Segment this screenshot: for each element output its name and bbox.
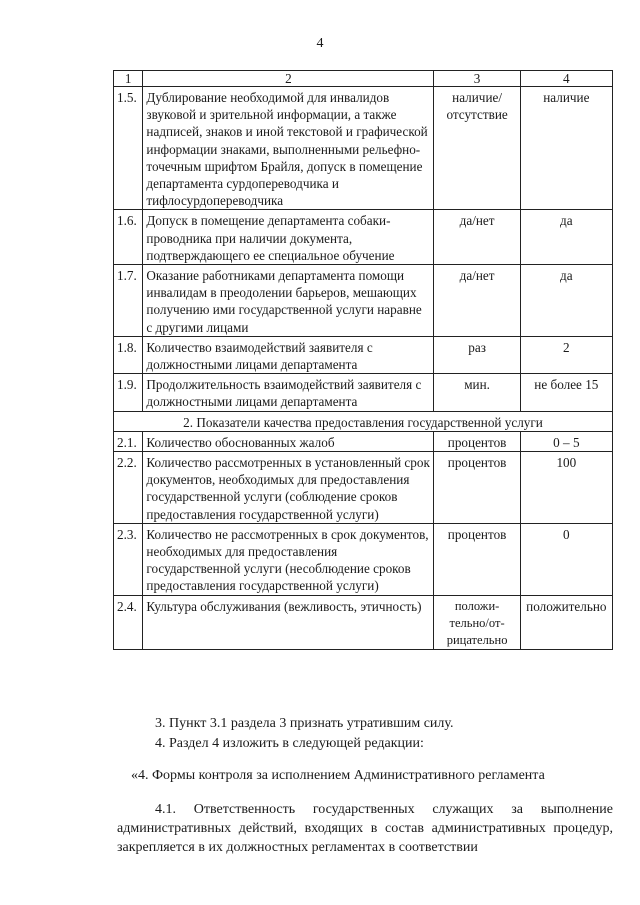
row-unit: наличие/ отсутствие	[434, 87, 520, 210]
section-header-row	[114, 411, 613, 431]
row-text: Дублирование необходимой для инвалидов звуковой и зрительной информации, а также надписей, знаков и иной текстовой и графической информации знаками, выполненными рельефно-точечным шрифтом Брайля, допуск в помещение департамента сурдопереводчика и тифлосурдопереводчика	[143, 87, 434, 210]
section-4-heading: «4. Формы контроля за исполнением Административного регламента	[131, 768, 545, 783]
paragraph-item-4: 4. Раздел 4 изложить в следующей редакции:	[155, 736, 424, 751]
row-number: 1.8.	[114, 336, 143, 373]
row-value: 0 – 5	[520, 431, 612, 451]
row-number: 1.7.	[114, 265, 143, 337]
header-col-4: 4	[520, 71, 612, 87]
row-value: наличие	[520, 87, 612, 210]
page-number: 4	[316, 36, 324, 51]
row-number: 1.5.	[114, 87, 143, 210]
row-number: 1.9.	[114, 374, 143, 411]
row-unit: мин.	[434, 374, 520, 411]
row-number: 2.2.	[114, 452, 143, 524]
row-unit: раз	[434, 336, 520, 373]
row-value: положительно	[520, 595, 612, 649]
row-value: 100	[520, 452, 612, 524]
table-row	[114, 210, 613, 265]
row-text: Допуск в помещение департамента собаки-проводника при наличии документа, подтверждающего ее специальное обучение	[143, 210, 434, 265]
table-row	[114, 374, 613, 411]
table-header-row	[114, 71, 613, 87]
table-row	[114, 431, 613, 451]
row-text: Продолжительность взаимодействий заявителя с должностными лицами департамента	[143, 374, 434, 411]
indicators-table	[113, 70, 613, 650]
section-2-title: 2. Показатели качества предоставления государственной услуги	[114, 411, 613, 431]
row-unit: да/нет	[434, 265, 520, 337]
row-unit: процентов	[434, 452, 520, 524]
row-text: Количество обоснованных жалоб	[143, 431, 434, 451]
row-number: 2.4.	[114, 595, 143, 649]
header-col-1: 1	[114, 71, 143, 87]
row-value: да	[520, 210, 612, 265]
row-unit: процентов	[434, 523, 520, 595]
row-text: Количество не рассмотренных в срок документов, необходимых для предоставления государственной услуги (несоблюдение сроков предоставления государственной услуги)	[143, 523, 434, 595]
row-number: 2.3.	[114, 523, 143, 595]
table-row	[114, 595, 613, 649]
table-row	[114, 336, 613, 373]
row-value: да	[520, 265, 612, 337]
paragraph-item-3: 3. Пункт 3.1 раздела 3 признать утратившим силу.	[155, 716, 454, 731]
row-text: Количество взаимодействий заявителя с должностными лицами департамента	[143, 336, 434, 373]
row-text: Количество рассмотренных в установленный срок документов, необходимых для предоставления государственной услуги (соблюдение сроков предоставления государственной услуги)	[143, 452, 434, 524]
row-value: не более 15	[520, 374, 612, 411]
row-value: 2	[520, 336, 612, 373]
row-value: 0	[520, 523, 612, 595]
row-unit: процентов	[434, 431, 520, 451]
row-unit: положи-тельно/от-рицательно	[434, 595, 520, 649]
row-number: 2.1.	[114, 431, 143, 451]
table-row	[114, 523, 613, 595]
header-col-3: 3	[434, 71, 520, 87]
table-row	[114, 265, 613, 337]
header-col-2: 2	[143, 71, 434, 87]
row-text: Культура обслуживания (вежливость, этичность)	[143, 595, 434, 649]
paragraph-4-1: 4.1. Ответственность государственных служащих за выполнение административных действий, входящих в состав административных процедур, закрепляется в их должностных регламентах в соответствии	[117, 802, 613, 855]
row-unit: да/нет	[434, 210, 520, 265]
row-text: Оказание работниками департамента помощи инвалидам в преодолении барьеров, мешающих получению ими государственной услуги наравне с другими лицами	[143, 265, 434, 337]
row-number: 1.6.	[114, 210, 143, 265]
table-row	[114, 452, 613, 524]
table-row	[114, 87, 613, 210]
